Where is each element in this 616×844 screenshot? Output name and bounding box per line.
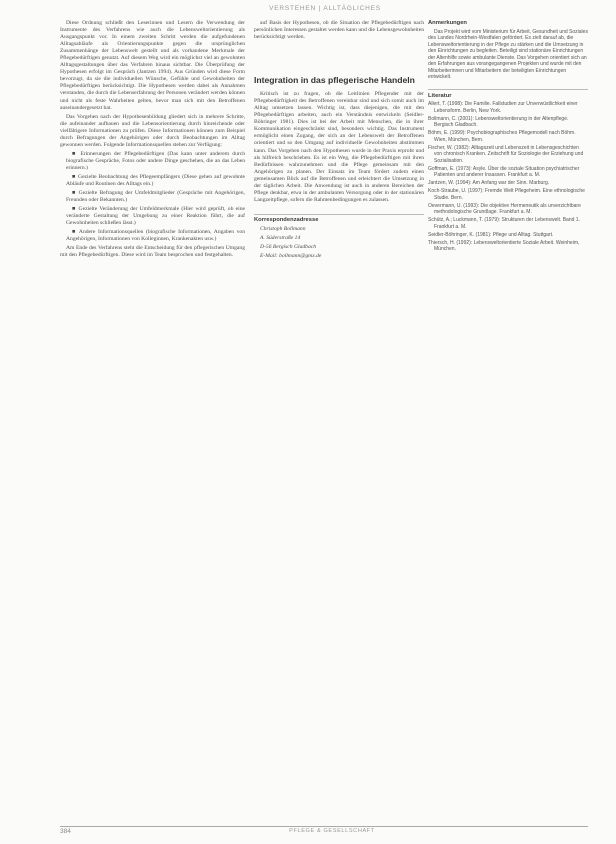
- running-header: VERSTEHEN | ALLTÄGLICHES: [269, 5, 381, 12]
- section-heading: Integration in das pflegerische Handeln: [254, 75, 415, 86]
- sidebar-divider: [428, 89, 588, 90]
- column-middle: [254, 20, 424, 262]
- paragraph: Kritisch ist zu fragen, ob die Leitlinien Pflegender mit der Pflegebedürftigkeit des Betroffenen vereinbar sind und sich somit auch im Alltag umsetzen lassen. Wichtig ist, dass diejenigen, die mit den Pflegebedürftigen arbeiten, auch ein Verständnis entwickeln (Seidler-Böhringer 1981). Dies ist bei der Arbeit mit Menschen, die in ihrer Kommunikation eingeschränkt sind, besonders wichtig. Das Instrument ermöglicht einen Zugang, der sich an der Lebenswelt der Betroffenen orientiert und so den Umgang auf individuelle Gewohnheiten abstimmen kann. Das Vorgehen nach den Hypothesen wurde in der Praxis erprobt und als hilfreich beschrieben. Es ist ein Weg, die Pflegebedürftigen mit ihren Bedürfnissen wahrzunehmen und die Pflege gemeinsam mit den Angehörigen zu planen. Der Einsatz im Team fördert zudem einen gemeinsamen Blick auf die Betroffenen und erleichtert die Umsetzung in der täglichen Arbeit. Die Anwendung ist auch in anderen Bereichen der Pflege denkbar, etwa in der ambulanten Versorgung oder in der stationären Langzeitpflege, sofern die Rahmenbedingungen es zulassen.: [254, 91, 424, 203]
- reference-item: Jantzen, W. (1994): Am Anfang war der Sinn. Marburg.: [428, 180, 550, 186]
- paragraph: auf Basis der Hypothesen, ob die Situation der Pflegebedürftigen nach persönlichen Interessen gestaltet werden kann und die Lebensgewohnheiten berücksichtigt werden.: [254, 20, 424, 41]
- bullet-item: ■ Gezielte Veränderung der Umfeldmerkmale (Hier wird geprüft, ob eine veränderte Gestaltung der Umgebung zu einer Reaktion führt, die auf Gewohnheiten schließen lässt.): [66, 206, 245, 227]
- reference-item: Schütz, A.; Luckmann, T. (1979): Strukturen der Lebenswelt. Band 1. Frankfurt a. M.: [428, 217, 580, 230]
- column-sidebar: [428, 20, 588, 254]
- correspondence-heading: Korrespondenzadresse: [254, 214, 424, 224]
- reference-item: Koch-Straube, U. (1997): Fremde Welt Pflegeheim. Eine ethnologische Studie. Bern.: [428, 188, 585, 201]
- bullet-item: ■ Erinnerungen der Pflegebedürftigen (Das kann unter anderem durch biografische Gespräche, Fotos oder andere Dinge geschehen, die an das Leben erinnern.): [66, 150, 246, 171]
- bullet-item: ■ Gezielte Befragung der Umfeldmitglieder (Gespräche mit Angehörigen, Freunden oder Bekannten.): [66, 190, 245, 204]
- bullet-item: ■ Gezielte Beobachtung des Pflegeempfängers (Diese gehen auf gewohnte Abläufe und Routinen des Alltags ein.): [66, 173, 246, 188]
- reference-item: Oevermann, U. (1993): Die objektive Hermeneutik als unverzichtbare methodologische Grundlage. Frankfurt a. M.: [428, 202, 581, 215]
- bullet-item: ■ Andere Informationsquellen (biografische Informationen, Angaben von Angehörigen, Informationen von Kolleginnen, Krankenakten usw.): [66, 229, 245, 243]
- literature-heading: Literatur: [428, 92, 452, 99]
- reference-item: Goffman, E. (1973): Asyle. Über die soziale Situation psychiatrischer Patienten und anderer Insassen. Frankfurt a. M.: [428, 165, 580, 178]
- notes-text: Das Projekt wird vom Ministerium für Arbeit, Gesundheit und Soziales des Landes Nordrhein-Westfalen gefördert. Es zielt darauf ab, die Lebensweltorientierung in der Pflege zu stärken und die Umsetzung in den Einrichtungen zu begleiten. Beteiligt sind stationäre Einrichtungen der Altenhilfe sowie ambulante Dienste. Das Vorgehen orientiert sich an den Erfahrungen aus vorangegangenen Projekten und wurde mit den Mitarbeiterinnen und Mitarbeitern der beteiligten Einrichtungen entwickelt.: [428, 28, 588, 80]
- reference-item: Bollmann, C. (2001): Lebensweltorientierung in der Altenpflege. Bergisch Gladbach.: [428, 115, 569, 128]
- page-number: 384: [60, 828, 71, 835]
- reference-item: Thiersch, H. (1992): Lebensweltorientierte Soziale Arbeit. Weinheim, München.: [428, 239, 580, 252]
- reference-list: [428, 101, 588, 253]
- reference-item: Seidler-Böhringer, K. (1981): Pflege und Alltag. Stuttgart.: [428, 231, 554, 238]
- correspondence-line: Christoph Bollmann: [260, 225, 306, 232]
- paragraph: Diese Ordnung schließt den Leserinnen und Lesern die Verwendung der Instrumente des Verfahrens wie auch die Lebensweltorientierung als Ausgangspunkt vor. In einem zweiten Schritt werden die aufgefundenen Alltagsabläufe als Orientierungspunkte gegen die ursprünglichen Zusammenhänge der Lebenswelt gestellt und als vorhandene Merkmale der Pflegebedürftigen genutzt. Auf diesem Weg wird ein möglichst viel an gewohnten Alltagsgestaltungen über das Verfahren hinaus sichtbar. Die Überprüfung der Hypothesen erfolgt im Gespräch (Jantzen 1994). Aus Gründen wird diese Form bevorzugt, da sie die individuellen Wünsche, Gefühle und Gewohnheiten der Pflegebedürftigen berücksichtigt. Die Hypothesen werden dabei als Annahmen verstanden, die durch die Lebenserfahrung der Personen verändert werden können und nicht als feste Wahrheiten gelten, bevor man sich mit den Betroffenen auseinandergesetzt hat.: [60, 20, 245, 111]
- journal-footer: PFLEGE & GESELLSCHAFT: [289, 828, 375, 834]
- notes-heading: Anmerkungen: [428, 20, 467, 26]
- reference-item: Fischer, W. (1982): Alltagszeit und Lebenszeit in Lebensgeschichten von chronisch Kranken. Zeitschrift für Soziologie der Erziehung und Sozialisation.: [428, 144, 584, 164]
- correspondence-line: A. Süderstraße 14: [260, 234, 301, 241]
- correspondence-line: E-Mail: bollmann@gmx.de: [260, 253, 322, 260]
- column-left: [60, 20, 245, 262]
- paragraph: Das Vorgehen nach der Hypothesenbildung gliedert sich in mehrere Schritte, die aufeinander aufbauen und die Lebensorientierung durch hinreichende oder vielfältigere Informationen zu prüfen. Diese Informationen können zum Beispiel durch Befragungen der Angehörigen oder durch Beobachtungen im Alltag gewonnen werden. Folgende Informationsquellen stehen zur Verfügung:: [60, 113, 245, 148]
- reference-item: Allert, T. (1998): Die Familie. Fallstudien zur Unverwüstlichkeit einer Lebensform. Berlin, New York.: [428, 101, 578, 114]
- footer-divider: [60, 826, 588, 827]
- paragraph: Am Ende des Verfahrens steht die Entscheidung für den pflegerischen Umgang mit den Pflegebedürftigen. Diese wird im Team besprochen und festgehalten.: [60, 245, 245, 259]
- correspondence-line: D-56 Bergisch Gladbach: [260, 244, 317, 251]
- reference-item: Böhm, E. (1999): Psychobiographisches Pflegemodell nach Böhm. Wien, München, Bern.: [428, 130, 576, 143]
